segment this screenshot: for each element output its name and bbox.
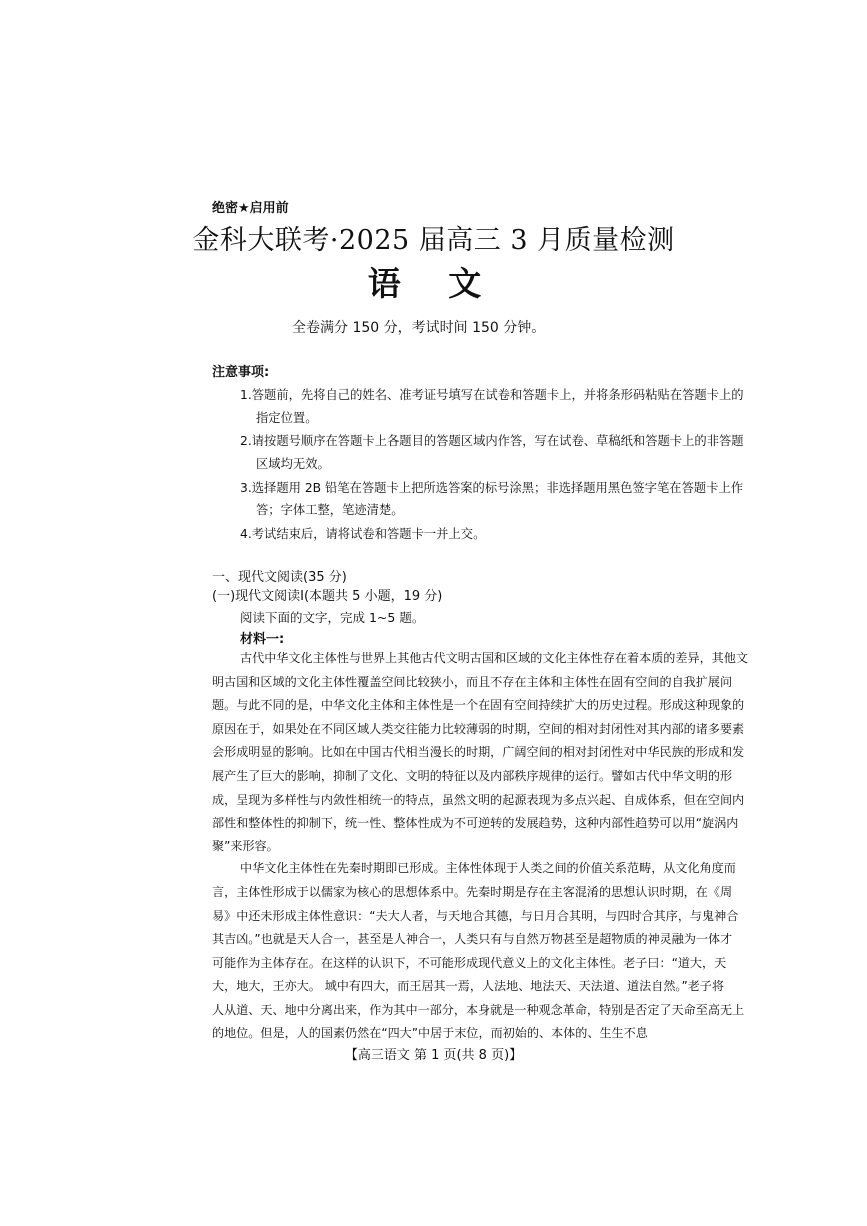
notice-item-2-cont: 区域均无效。: [256, 457, 330, 471]
subsection-heading: (一)现代文阅读Ⅰ(本题共 5 小题，19 分): [212, 589, 443, 604]
paragraph-1-line: 会形成明显的影响。比如在中国古代相当漫长的时期，广阔空间的相对封闭性对中华民族的形成和发: [212, 745, 745, 759]
notice-item-3-cont: 答；字体工整，笔迹清楚。: [256, 503, 404, 517]
confidential-label: 绝密★启用前: [212, 201, 289, 216]
paragraph-1-line: 古代中华文化主体性与世界上其他古代文明古国和区域的文化主体性存在着本质的差异，其他文: [240, 651, 748, 665]
paragraph-1-line: 题。与此不同的是，中华文化主体和主体性是一个在固有空间持续扩大的历史过程。形成这种现象的: [212, 698, 745, 712]
exam-title: 金科大联考·2025 届高三 3 月质量检测: [192, 225, 675, 256]
notice-item-4: 4.考试结束后，请将试卷和答题卡一并上交。: [240, 527, 486, 541]
paragraph-1-line: 原因在于，如果处在不同区域人类交往能力比较薄弱的时期，空间的相对封闭性对其内部的诸多要素: [212, 722, 745, 736]
paragraph-2-line: 中华文化主体性在先秦时期即已形成。主体性体现于人类之间的价值关系范畴，从文化角度而: [240, 861, 736, 875]
paragraph-2-line: 言，主体性形成于以儒家为核心的思想体系中。先秦时期是存在主客混淆的思想认识时期，在《周: [212, 885, 733, 899]
notice-item-1-cont: 指定位置。: [256, 411, 318, 425]
notice-item-3: 3.选择题用 2B 铅笔在答题卡上把所选答案的标号涂黑；非选择题用黑色签字笔在答题卡上作: [240, 481, 744, 495]
page-footer: 【高三语文 第 1 页(共 8 页)】: [344, 1048, 523, 1063]
notice-item-1: 1.答题前，先将自己的姓名、准考证号填写在试卷和答题卡上，并将条形码粘贴在答题卡上的: [240, 388, 744, 402]
subject-title: 语 文: [367, 264, 500, 303]
paragraph-2-line: 易》中还未形成主体性意识：“夫大人者，与天地合其德，与日月合其明，与四时合其序，与鬼神合: [212, 909, 739, 923]
paragraph-2-line: 可能作为主体存在。在这样的认识下，不可能形成现代意义上的文化主体性。老子曰：“道大，天: [212, 956, 727, 970]
paragraph-1-line: 明古国和区域的文化主体性覆盖空间比较狭小，而且不存在主体和主体性在固有空间的自我扩展问: [212, 675, 733, 689]
paragraph-2-line: 其吉凶。”也就是天人合一，甚至是人神合一，人类只有与自然万物甚至是超物质的神灵融为一体才: [212, 932, 733, 946]
paragraph-1-line: 聚”来形容。: [212, 839, 279, 853]
paragraph-2-line: 大，地大，王亦大。 域中有四大，而王居其一焉，人法地、地法天、天法道、道法自然。”老子将: [212, 979, 724, 993]
paragraph-2-line: 人从道、天、地中分离出来，作为其中一部分，本身就是一种观念革命，特别是否定了天命至高无上: [212, 1003, 745, 1017]
paragraph-1-line: 部性和整体性的抑制下，统一性、整体性成为不可逆转的发展趋势，这种内部性趋势可以用“旋涡内: [212, 816, 739, 830]
paragraph-2-line: 的地位。但是，人的国素仍然在“四大”中居于末位，而初始的、本体的、生生不息: [212, 1026, 648, 1040]
material-label: 材料一:: [240, 632, 285, 647]
paragraph-1-line: 成，呈现为多样性与内敛性相统一的特点，虽然文明的起源表现为多点兴起、自成体系，但在空间内: [212, 793, 745, 807]
section-heading: 一、现代文阅读(35 分): [212, 570, 347, 585]
exam-info: 全卷满分 150 分，考试时间 150 分钟。: [292, 320, 546, 336]
paragraph-1-line: 展产生了巨大的影响，抑制了文化、文明的特征以及内部秩序规律的运行。譬如古代中华文明的形: [212, 769, 733, 783]
reading-instruction: 阅读下面的文字，完成 1~5 题。: [240, 610, 425, 625]
notice-item-2: 2.请按题号顺序在答题卡上各题目的答题区域内作答，写在试卷、草稿纸和答题卡上的非答题: [240, 434, 744, 448]
notice-heading: 注意事项:: [212, 365, 270, 380]
